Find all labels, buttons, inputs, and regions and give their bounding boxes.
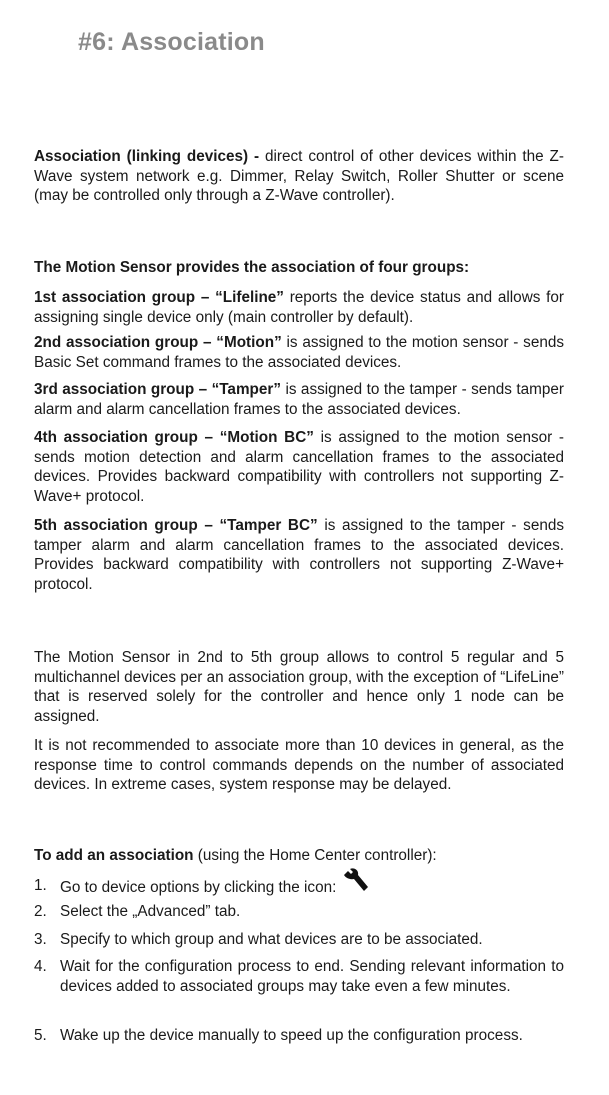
step-number: 1. [34,877,47,894]
intro-paragraph [34,147,564,206]
step-text: Wait for the configuration process to end. Sending relevant information to devices added to associated groups may take even a few minutes. [60,958,564,995]
group-label: 3rd association group – “Tamper” [34,381,281,398]
step-item [34,930,564,950]
limits-paragraph-1: The Motion Sensor in 2nd to 5th group allows to control 5 regular and 5 multichannel devices per an association group, with the exception of “LifeLine” that is reserved solely for the controller and hence only 1 node can be assigned. [34,649,564,725]
group-text: is assigned to the tamper - sends tamper alarm and alarm cancellation frames to the associated devices. Provides backward compatibility with controllers not supporting Z-Wave+ protocol. [34,517,564,593]
howto-heading [34,846,574,866]
group-text: is assigned to the motion sensor - sends Basic Set command frames to the associated devices. [34,334,565,371]
step-text: Select the „Advanced” tab. [60,903,241,920]
page-title: #6: Association [78,28,265,56]
step-item [34,902,564,922]
group-text: is assigned to the motion sensor - sends motion detection and alarm cancellation frames to the associated devices. Provides backward compatibility with controllers not supporting Z-Wave+ protocol. [34,429,564,505]
group-label: 1st association group – “Lifeline” [34,289,284,306]
intro-text: direct control of other devices within the Z-Wave system network e.g. Dimmer, Relay Switch, Roller Shutter or scene (may be controlled only through a Z-Wave controller). [34,148,564,204]
step-item [34,876,564,900]
step-item [34,1026,564,1046]
group-item-4 [34,428,564,506]
group-label: 2nd association group – “Motion” [34,334,282,351]
intro-term: Association (linking devices) - [34,148,260,165]
group-label: 4th association group – “Motion BC” [34,429,314,446]
limits-paragraph-2: It is not recommended to associate more than 10 devices in general, as the response time to control commands depends on the number of associated devices. In extreme cases, system response may be delayed. [34,737,564,793]
group-item-2 [34,333,564,372]
groups-heading: The Motion Sensor provides the association of four groups: [34,259,470,276]
step-number: 3. [34,931,47,948]
step-number: 5. [34,1027,47,1044]
group-item-3 [34,380,564,419]
howto-text: (using the Home Center controller): [193,847,437,864]
step-number: 2. [34,903,47,920]
group-item-5 [34,516,564,594]
step-text: Specify to which group and what devices are to be associated. [60,931,483,948]
group-text: reports the device status and allows for assigning single device only (main controller by default). [34,289,564,326]
step-number: 4. [34,958,47,975]
group-text: is assigned to the tamper - sends tamper alarm and alarm cancellation frames to the associated devices. [34,381,564,418]
group-label: 5th association group – “Tamper BC” [34,517,318,534]
step-text: Go to device options by clicking the icon: [60,878,337,896]
step-item [34,957,564,996]
group-item-1 [34,288,564,327]
howto-term: To add an association [34,847,194,864]
wrench-icon [342,868,370,900]
step-text: Wake up the device manually to speed up the configuration process. [60,1027,523,1044]
